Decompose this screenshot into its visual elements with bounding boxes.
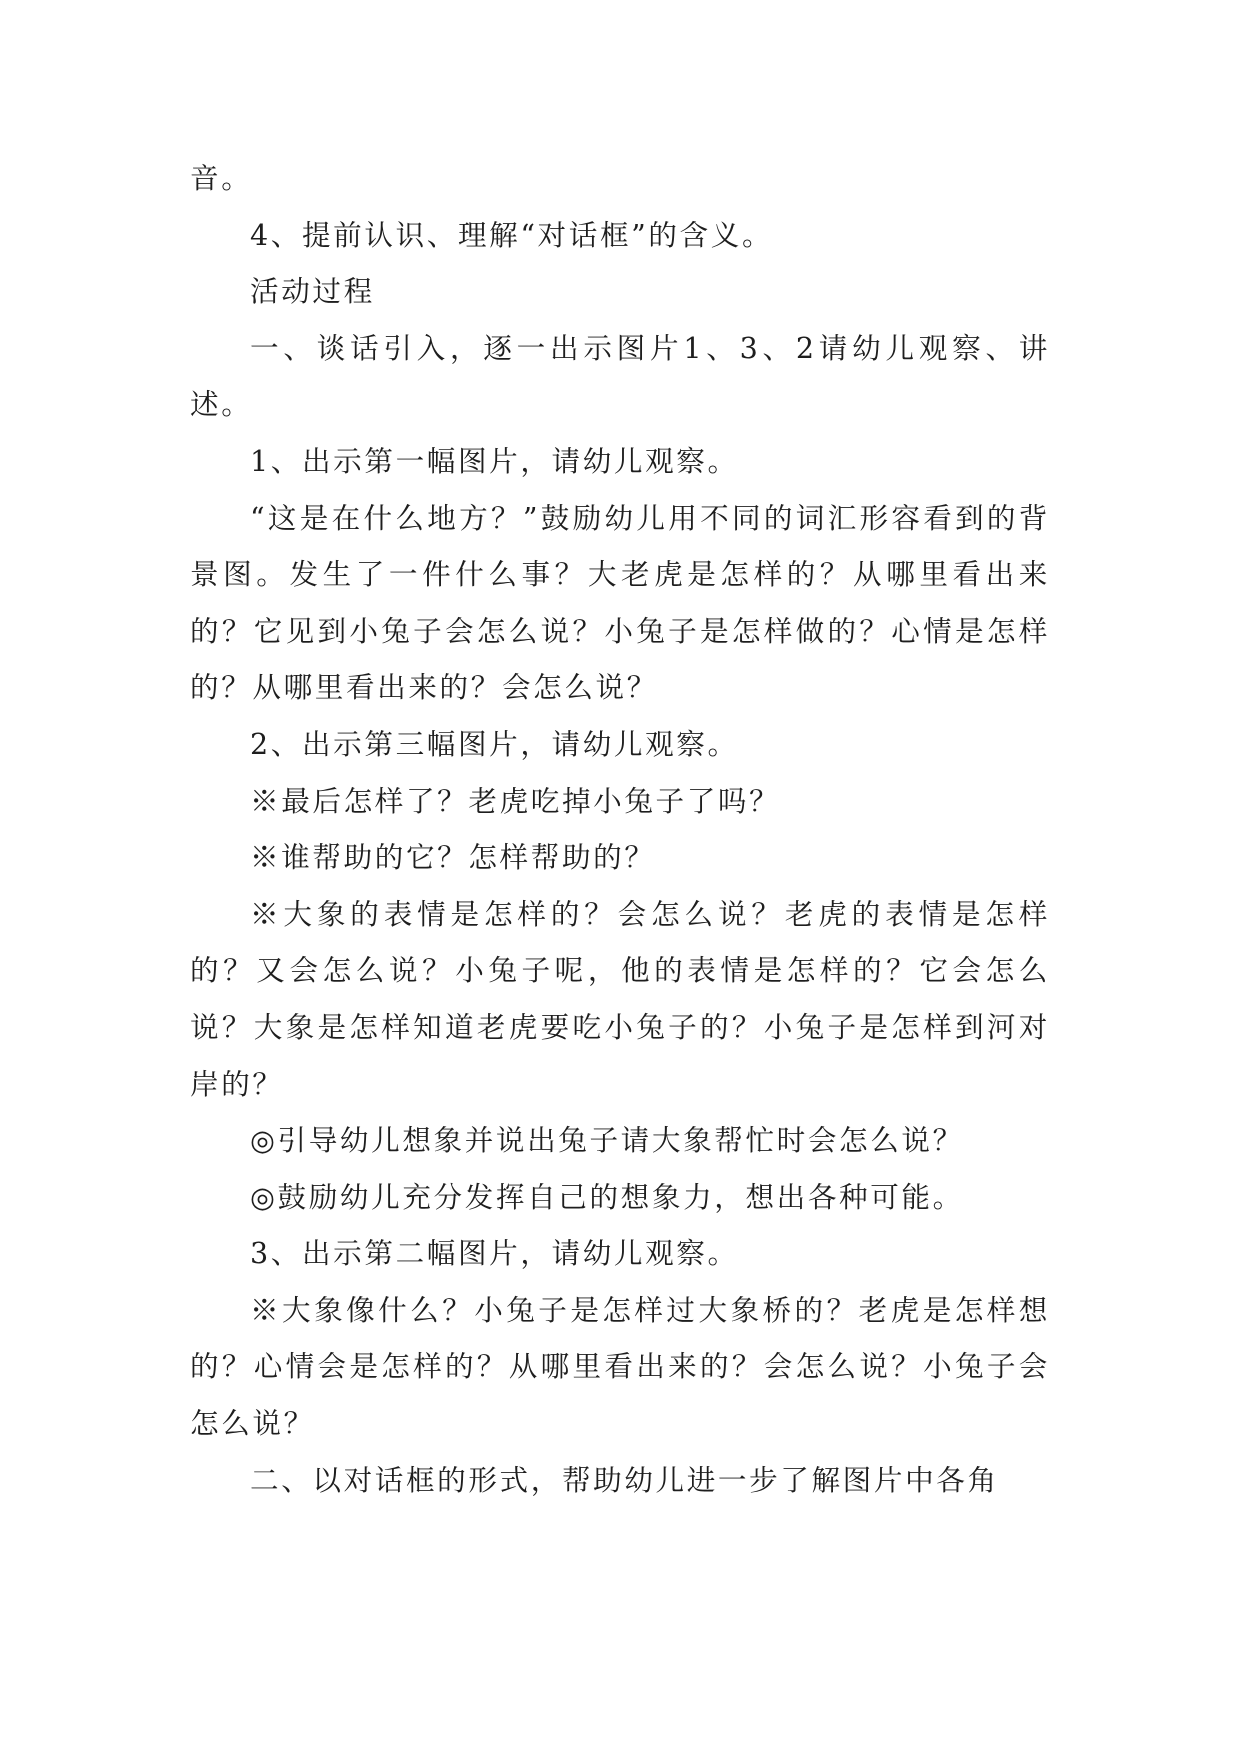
document-body xyxy=(190,150,1050,1508)
question-result: ※最后怎样了？老虎吃掉小兔子了吗？ xyxy=(250,783,781,818)
paragraph-step-two: 二、以对话框的形式，帮助幼儿进一步了解图片中各角 xyxy=(250,1462,999,1497)
paragraph-picture-2: 3、出示第二幅图片，请幼儿观察。 xyxy=(250,1236,739,1271)
guide-encourage: ◎鼓励幼儿充分发挥自己的想象力，想出各种可能。 xyxy=(250,1179,964,1214)
paragraph-continuation: 音。 xyxy=(190,161,253,195)
question-expressions: ※大象的表情是怎样的？会怎么说？老虎的表情是怎样的？又会怎么说？小兔子呢，他的表情是怎样的？它会怎么说？大象是怎样知道老虎要吃小兔子的？小兔子是怎样到河对岸的？ xyxy=(190,896,1050,1101)
paragraph-step-one: 一、谈话引入，逐一出示图片1、3、2请幼儿观察、讲述。 xyxy=(190,330,1050,422)
section-heading-activity-process: 活动过程 xyxy=(250,274,375,309)
paragraph-goal-4: 4、提前认识、理解“对话框”的含义。 xyxy=(250,217,774,252)
paragraph-picture-1-questions: “这是在什么地方？”鼓励幼儿用不同的词汇形容看到的背景图。发生了一件什么事？大老虎是怎样的？从哪里看出来的？它见到小兔子会怎么说？小兔子是怎样做的？心情是怎样的？从哪里看出来的？会怎么说？ xyxy=(190,500,1050,705)
paragraph-picture-3: 2、出示第三幅图片，请幼儿观察。 xyxy=(250,726,739,761)
question-elephant-bridge: ※大象像什么？小兔子是怎样过大象桥的？老虎是怎样想的？心情会是怎样的？从哪里看出来的？会怎么说？小兔子会怎么说？ xyxy=(190,1292,1050,1441)
question-who-helped: ※谁帮助的它？怎样帮助的？ xyxy=(250,840,656,875)
paragraph-picture-1: 1、出示第一幅图片，请幼儿观察。 xyxy=(250,443,739,478)
guide-imagine: ◎引导幼儿想象并说出兔子请大象帮忙时会怎么说？ xyxy=(250,1123,964,1158)
